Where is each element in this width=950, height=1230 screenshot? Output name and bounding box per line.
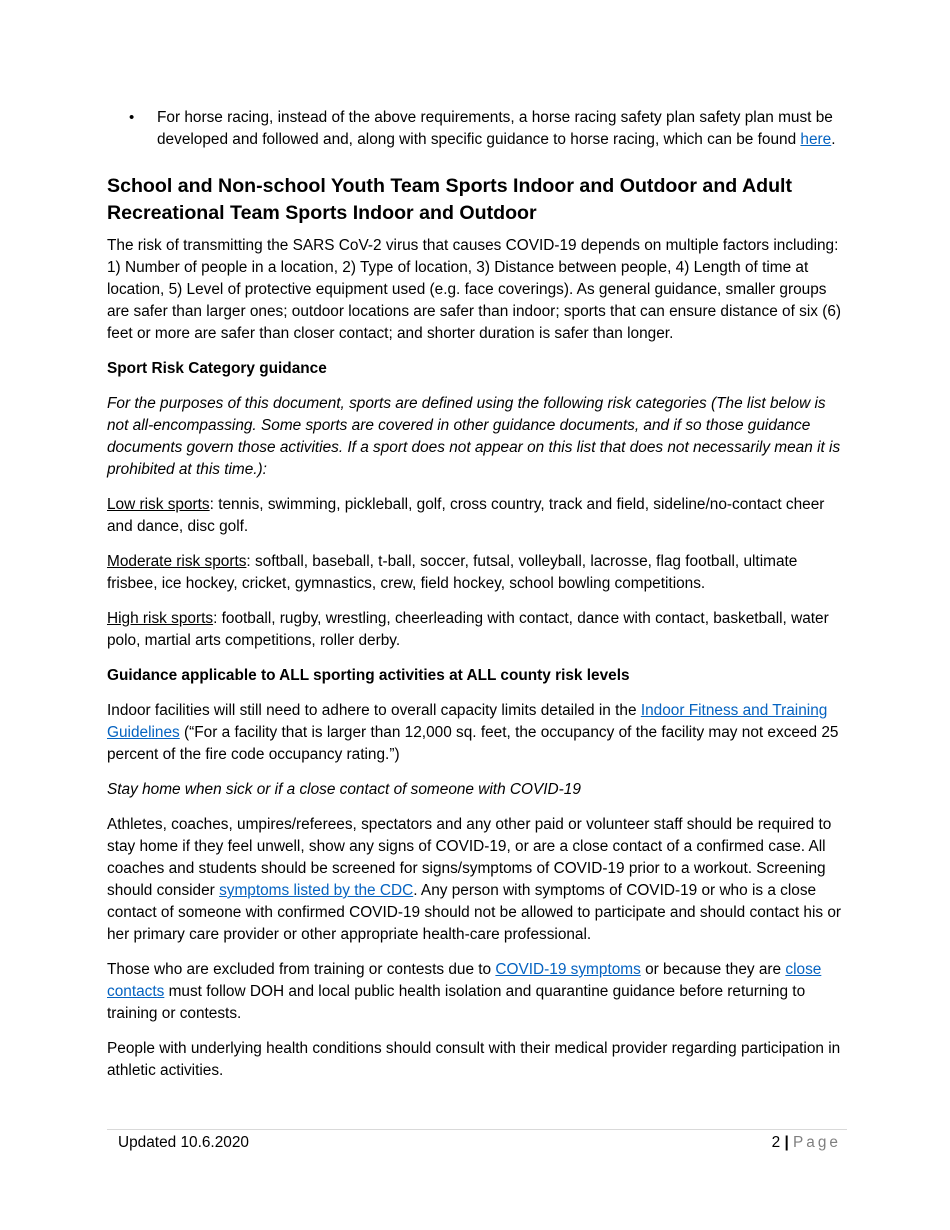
page-label: Page [793,1134,841,1151]
bullet-icon: • [129,109,135,126]
updated-date: Updated 10.6.2020 [118,1134,249,1151]
low-risk-label: Low risk sports [107,496,210,513]
indoor-facilities-paragraph [107,700,847,766]
moderate-risk-text: : softball, baseball, t-ball, soccer, futsal, volleyball, lacrosse, flag football, ultimate frisbee, ice hockey, cricket, gymnastics, crew, field hockey, school bowling competitions. [107,553,798,592]
all-activities-heading: Guidance applicable to ALL sporting activities at ALL county risk levels [107,667,630,684]
excluded-paragraph [107,959,847,1025]
horse-racing-text: For horse racing, instead of the above requirements, a horse racing safety plan safety plan must be developed and followed and, along with specific guidance to horse racing, which can be found [157,109,833,148]
low-risk-paragraph [107,494,847,538]
excluded-text-before: Those who are excluded from training or contests due to [107,961,496,978]
indoor-text-before: Indoor facilities will still need to adhere to overall capacity limits detailed in the [107,702,641,719]
athletes-text-before: Athletes, coaches, umpires/referees, spectators and any other paid or volunteer staff should be required to stay home if they feel unwell, show any signs of COVID-19, or are a close contact of a confirmed case. All coaches and students should be screened for signs/symptoms of COVID-19 prior to a workout. Screening should consider [107,816,832,899]
cdc-symptoms-link[interactable]: symptoms listed by the CDC [219,882,414,899]
section-heading: School and Non-school Youth Team Sports Indoor and Outdoor and Adult Recreational Team Sports Indoor and Outdoor [107,175,793,224]
high-risk-label: High risk sports [107,610,214,627]
high-risk-text: : football, rugby, wrestling, cheerleading with contact, dance with contact, basketball, water polo, martial arts competitions, roller derby. [107,610,829,649]
close-contacts-link[interactable]: close contacts [107,961,822,1000]
risk-category-intro: For the purposes of this document, sports are defined using the following risk categories (The list below is not all-encompassing. Some sports are covered in other guidance documents, and if so those guidance documents govern those activities. If a sport does not appear on this list that does not necessarily mean it is prohibited at this time.): [107,395,841,478]
athletes-text-after: . Any person with symptoms of COVID-19 or who is a close contact of someone with confirmed COVID-19 should not be allowed to participate and should contact his or her primary care provider or other appropriate health-care professional. [107,882,842,943]
page-separator: | [784,1134,789,1151]
horse-racing-period: . [831,131,836,148]
low-risk-text: : tennis, swimming, pickleball, golf, cross country, track and field, sideline/no-contact cheer and dance, disc golf. [107,496,825,535]
document-page [107,107,847,1095]
indoor-text-after: (“For a facility that is larger than 12,000 sq. feet, the occupancy of the facility may not exceed 25 percent of the fire code occupancy rating.”) [107,724,839,763]
horse-racing-bullet [107,107,847,151]
moderate-risk-paragraph [107,551,847,595]
stay-home-heading: Stay home when sick or if a close contact of someone with COVID-19 [107,781,581,798]
page-indicator [772,1134,841,1152]
high-risk-paragraph [107,608,847,652]
indoor-fitness-guidelines-link[interactable]: Indoor Fitness and Training Guidelines [107,702,828,741]
risk-category-heading: Sport Risk Category guidance [107,360,327,377]
intro-paragraph: The risk of transmitting the SARS CoV-2 virus that causes COVID-19 depends on multiple factors including: 1) Number of people in a location, 2) Type of location, 3) Distance between people, 4) Length of time at location, 5) Level of protective equipment used (e.g. face coverings). As general guidance, smaller groups are safer than larger ones; outdoor locations are safer than indoor; sports that can ensure distance of six (6) feet or more are safer than closer contact; and shorter duration is safer than longer. [107,237,842,342]
here-link[interactable]: here [800,131,832,148]
page-footer [107,1129,847,1160]
excluded-text-after: must follow DOH and local public health isolation and quarantine guidance before returning to training or contests. [107,983,806,1022]
covid-symptoms-link[interactable]: COVID-19 symptoms [495,961,641,978]
page-number: 2 [771,1134,781,1151]
excluded-text-middle: or because they are [640,961,786,978]
athletes-paragraph [107,814,847,946]
underlying-conditions-paragraph: People with underlying health conditions should consult with their medical provider regarding participation in athletic activities. [107,1040,841,1079]
moderate-risk-label: Moderate risk sports [107,553,247,570]
